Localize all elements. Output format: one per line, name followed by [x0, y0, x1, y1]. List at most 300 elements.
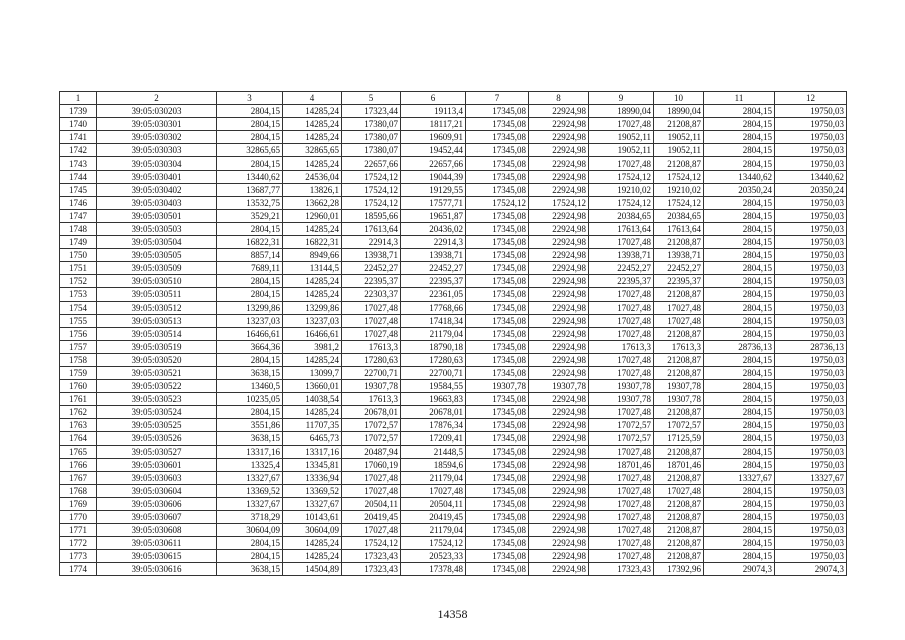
value-cell: 18701,46	[654, 458, 704, 471]
value-cell: 18594,6	[401, 458, 466, 471]
value-cell: 21208,87	[654, 445, 704, 458]
value-cell: 19307,78	[589, 380, 654, 393]
cadastral-number-cell: 39:05:030603	[97, 471, 217, 484]
value-cell: 21208,87	[654, 497, 704, 510]
value-cell: 19750,03	[775, 550, 847, 563]
row-number-cell: 1747	[60, 209, 97, 222]
value-cell: 17323,43	[342, 550, 401, 563]
value-cell: 17027,48	[589, 353, 654, 366]
data-table	[59, 91, 847, 576]
value-cell: 21208,87	[654, 537, 704, 550]
cadastral-number-cell: 39:05:030524	[97, 406, 217, 419]
value-cell: 22924,98	[529, 550, 589, 563]
table-row	[60, 353, 847, 366]
value-cell: 13327,67	[217, 471, 283, 484]
value-cell: 13327,67	[704, 471, 775, 484]
value-cell: 13327,67	[283, 497, 342, 510]
cadastral-number-cell: 39:05:030604	[97, 484, 217, 497]
value-cell: 11707,35	[283, 419, 342, 432]
value-cell: 19750,03	[775, 118, 847, 131]
value-cell: 17027,48	[342, 471, 401, 484]
value-cell: 2804,15	[704, 249, 775, 262]
value-cell: 22914,3	[342, 236, 401, 249]
row-number-cell: 1756	[60, 327, 97, 340]
value-cell: 21179,04	[401, 471, 466, 484]
column-header: 2	[97, 92, 217, 105]
value-cell: 13826,1	[283, 183, 342, 196]
value-cell: 19307,78	[654, 380, 704, 393]
value-cell: 22452,27	[401, 262, 466, 275]
value-cell: 2804,15	[704, 327, 775, 340]
value-cell: 17345,08	[466, 105, 529, 118]
cadastral-number-cell: 39:05:030527	[97, 445, 217, 458]
value-cell: 17345,08	[466, 288, 529, 301]
value-cell: 30604,09	[217, 524, 283, 537]
column-header: 11	[704, 92, 775, 105]
value-cell: 19750,03	[775, 484, 847, 497]
value-cell: 17323,43	[342, 563, 401, 576]
value-cell: 2804,15	[704, 353, 775, 366]
row-number-cell: 1771	[60, 524, 97, 537]
value-cell: 17345,08	[466, 157, 529, 170]
value-cell: 19750,03	[775, 209, 847, 222]
value-cell: 19750,03	[775, 196, 847, 209]
cadastral-number-cell: 39:05:030519	[97, 340, 217, 353]
cadastral-number-cell: 39:05:030616	[97, 563, 217, 576]
cadastral-number-cell: 39:05:030523	[97, 393, 217, 406]
value-cell: 19750,03	[775, 524, 847, 537]
value-cell: 17524,12	[529, 196, 589, 209]
value-cell: 3551,86	[217, 419, 283, 432]
value-cell: 22924,98	[529, 497, 589, 510]
value-cell: 22700,71	[342, 366, 401, 379]
value-cell: 17345,08	[466, 340, 529, 353]
value-cell: 13369,52	[217, 484, 283, 497]
value-cell: 21208,87	[654, 524, 704, 537]
value-cell: 22924,98	[529, 327, 589, 340]
value-cell: 21179,04	[401, 327, 466, 340]
value-cell: 17027,48	[654, 314, 704, 327]
value-cell: 17027,48	[589, 327, 654, 340]
value-cell: 13938,71	[342, 249, 401, 262]
value-cell: 2804,15	[704, 432, 775, 445]
row-number-cell: 1770	[60, 511, 97, 524]
value-cell: 17345,08	[466, 537, 529, 550]
value-cell: 17524,12	[342, 170, 401, 183]
value-cell: 22700,71	[401, 366, 466, 379]
table-row	[60, 170, 847, 183]
value-cell: 22924,98	[529, 445, 589, 458]
value-cell: 19750,03	[775, 301, 847, 314]
value-cell: 17072,57	[654, 419, 704, 432]
value-cell: 17524,12	[589, 170, 654, 183]
value-cell: 7689,11	[217, 262, 283, 275]
value-cell: 2804,15	[217, 105, 283, 118]
value-cell: 17345,08	[466, 458, 529, 471]
value-cell: 17380,07	[342, 131, 401, 144]
table-row	[60, 262, 847, 275]
value-cell: 29074,3	[775, 563, 847, 576]
value-cell: 28736,13	[704, 340, 775, 353]
value-cell: 8857,14	[217, 249, 283, 262]
value-cell: 22924,98	[529, 353, 589, 366]
value-cell: 2804,15	[704, 458, 775, 471]
cadastral-number-cell: 39:05:030606	[97, 497, 217, 510]
column-header: 9	[589, 92, 654, 105]
value-cell: 19750,03	[775, 288, 847, 301]
value-cell: 21208,87	[654, 366, 704, 379]
value-cell: 13938,71	[654, 249, 704, 262]
cadastral-number-cell: 39:05:030608	[97, 524, 217, 537]
value-cell: 2804,15	[217, 550, 283, 563]
value-cell: 14285,24	[283, 105, 342, 118]
value-cell: 22395,37	[654, 275, 704, 288]
value-cell: 17380,07	[342, 144, 401, 157]
value-cell: 13662,28	[283, 196, 342, 209]
row-number-cell: 1773	[60, 550, 97, 563]
value-cell: 13336,94	[283, 471, 342, 484]
value-cell: 17613,64	[589, 222, 654, 235]
value-cell: 29074,3	[704, 563, 775, 576]
value-cell: 17027,48	[342, 484, 401, 497]
value-cell: 19750,03	[775, 105, 847, 118]
row-number-cell: 1765	[60, 445, 97, 458]
value-cell: 2804,15	[704, 105, 775, 118]
value-cell: 17027,48	[342, 301, 401, 314]
column-header: 10	[654, 92, 704, 105]
table-row	[60, 275, 847, 288]
value-cell: 19750,03	[775, 432, 847, 445]
value-cell: 17345,08	[466, 144, 529, 157]
value-cell: 22924,98	[529, 170, 589, 183]
value-cell: 19663,83	[401, 393, 466, 406]
value-cell: 17027,48	[589, 406, 654, 419]
value-cell: 16466,61	[283, 327, 342, 340]
value-cell: 14285,24	[283, 353, 342, 366]
value-cell: 22914,3	[401, 236, 466, 249]
value-cell: 14285,24	[283, 275, 342, 288]
value-cell: 17027,48	[589, 471, 654, 484]
value-cell: 17027,48	[342, 314, 401, 327]
page-number: 14358	[437, 607, 468, 621]
row-number-cell: 1764	[60, 432, 97, 445]
value-cell: 19750,03	[775, 275, 847, 288]
value-cell: 22924,98	[529, 131, 589, 144]
value-cell: 17345,08	[466, 511, 529, 524]
value-cell: 17060,19	[342, 458, 401, 471]
value-cell: 10143,61	[283, 511, 342, 524]
value-cell: 17418,34	[401, 314, 466, 327]
row-number-cell: 1740	[60, 118, 97, 131]
value-cell: 21208,87	[654, 236, 704, 249]
row-number-cell: 1757	[60, 340, 97, 353]
value-cell: 19113,4	[401, 105, 466, 118]
value-cell: 2804,15	[217, 131, 283, 144]
value-cell: 22924,98	[529, 288, 589, 301]
value-cell: 17345,08	[466, 366, 529, 379]
value-cell: 19750,03	[775, 327, 847, 340]
value-cell: 22924,98	[529, 471, 589, 484]
value-cell: 21208,87	[654, 327, 704, 340]
value-cell: 19750,03	[775, 157, 847, 170]
value-cell: 13660,01	[283, 380, 342, 393]
value-cell: 17072,57	[342, 432, 401, 445]
value-cell: 17345,08	[466, 406, 529, 419]
table-row	[60, 144, 847, 157]
value-cell: 17027,48	[589, 445, 654, 458]
value-cell: 2804,15	[704, 236, 775, 249]
value-cell: 21208,87	[654, 550, 704, 563]
value-cell: 20419,45	[342, 511, 401, 524]
cadastral-number-cell: 39:05:030514	[97, 327, 217, 340]
value-cell: 2804,15	[704, 524, 775, 537]
cadastral-number-cell: 39:05:030501	[97, 209, 217, 222]
row-number-cell: 1768	[60, 484, 97, 497]
value-cell: 17345,08	[466, 524, 529, 537]
value-cell: 2804,15	[704, 314, 775, 327]
value-cell: 19750,03	[775, 537, 847, 550]
cadastral-number-cell: 39:05:030304	[97, 157, 217, 170]
value-cell: 17280,63	[342, 353, 401, 366]
table-row	[60, 458, 847, 471]
value-cell: 20678,01	[401, 406, 466, 419]
value-cell: 8949,66	[283, 249, 342, 262]
value-cell: 2804,15	[704, 144, 775, 157]
value-cell: 20504,11	[401, 497, 466, 510]
value-cell: 17524,12	[654, 196, 704, 209]
cadastral-number-cell: 39:05:030525	[97, 419, 217, 432]
cadastral-number-cell: 39:05:030510	[97, 275, 217, 288]
value-cell: 22657,66	[401, 157, 466, 170]
value-cell: 18990,04	[589, 105, 654, 118]
value-cell: 22924,98	[529, 419, 589, 432]
value-cell: 17345,08	[466, 118, 529, 131]
row-number-cell: 1761	[60, 393, 97, 406]
value-cell: 17524,12	[589, 196, 654, 209]
value-cell: 13237,03	[283, 314, 342, 327]
value-cell: 18701,46	[589, 458, 654, 471]
cadastral-number-cell: 39:05:030611	[97, 537, 217, 550]
value-cell: 17345,08	[466, 222, 529, 235]
value-cell: 19307,78	[529, 380, 589, 393]
value-cell: 19750,03	[775, 445, 847, 458]
value-cell: 19750,03	[775, 249, 847, 262]
value-cell: 17280,63	[401, 353, 466, 366]
value-cell: 12960,01	[283, 209, 342, 222]
value-cell: 2804,15	[217, 118, 283, 131]
value-cell: 2804,15	[217, 222, 283, 235]
value-cell: 17345,08	[466, 445, 529, 458]
value-cell: 22924,98	[529, 484, 589, 497]
table-row	[60, 288, 847, 301]
value-cell: 16466,61	[217, 327, 283, 340]
value-cell: 2804,15	[217, 406, 283, 419]
row-number-cell: 1767	[60, 471, 97, 484]
value-cell: 22924,98	[529, 249, 589, 262]
value-cell: 17027,48	[654, 301, 704, 314]
row-number-cell: 1772	[60, 537, 97, 550]
value-cell: 13369,52	[283, 484, 342, 497]
value-cell: 21208,87	[654, 288, 704, 301]
table-row	[60, 511, 847, 524]
value-cell: 22924,98	[529, 222, 589, 235]
value-cell: 3718,29	[217, 511, 283, 524]
value-cell: 17524,12	[342, 537, 401, 550]
value-cell: 17524,12	[466, 196, 529, 209]
value-cell: 22395,37	[589, 275, 654, 288]
table-body	[60, 105, 847, 576]
value-cell: 13325,4	[217, 458, 283, 471]
value-cell: 22924,98	[529, 366, 589, 379]
value-cell: 17345,08	[466, 563, 529, 576]
table-row	[60, 118, 847, 131]
value-cell: 21208,87	[654, 353, 704, 366]
cadastral-number-cell: 39:05:030403	[97, 196, 217, 209]
value-cell: 13299,86	[217, 301, 283, 314]
cadastral-number-cell: 39:05:030401	[97, 170, 217, 183]
value-cell: 17876,34	[401, 419, 466, 432]
value-cell: 20384,65	[654, 209, 704, 222]
value-cell: 13299,86	[283, 301, 342, 314]
value-cell: 18790,18	[401, 340, 466, 353]
value-cell: 22657,66	[342, 157, 401, 170]
value-cell: 2804,15	[704, 366, 775, 379]
value-cell: 17345,08	[466, 249, 529, 262]
value-cell: 14285,24	[283, 157, 342, 170]
value-cell: 2804,15	[704, 275, 775, 288]
value-cell: 19052,11	[654, 131, 704, 144]
value-cell: 17345,08	[466, 209, 529, 222]
value-cell: 3638,15	[217, 432, 283, 445]
row-number-cell: 1744	[60, 170, 97, 183]
table-row	[60, 340, 847, 353]
value-cell: 17345,08	[466, 275, 529, 288]
value-cell: 20678,01	[342, 406, 401, 419]
value-cell: 17027,48	[342, 327, 401, 340]
table-row	[60, 497, 847, 510]
row-number-cell: 1751	[60, 262, 97, 275]
value-cell: 13440,62	[775, 170, 847, 183]
value-cell: 14285,24	[283, 550, 342, 563]
value-cell: 17524,12	[342, 196, 401, 209]
value-cell: 17577,71	[401, 196, 466, 209]
cadastral-number-cell: 39:05:030526	[97, 432, 217, 445]
cadastral-number-cell: 39:05:030203	[97, 105, 217, 118]
value-cell: 17380,07	[342, 118, 401, 131]
value-cell: 19584,55	[401, 380, 466, 393]
value-cell: 2804,15	[704, 380, 775, 393]
value-cell: 22924,98	[529, 209, 589, 222]
value-cell: 21208,87	[654, 471, 704, 484]
value-cell: 2804,15	[704, 550, 775, 563]
value-cell: 20350,24	[775, 183, 847, 196]
cadastral-number-cell: 39:05:030513	[97, 314, 217, 327]
row-number-cell: 1762	[60, 406, 97, 419]
value-cell: 17027,48	[401, 484, 466, 497]
row-number-cell: 1749	[60, 236, 97, 249]
value-cell: 17345,08	[466, 419, 529, 432]
value-cell: 22924,98	[529, 537, 589, 550]
value-cell: 2804,15	[704, 406, 775, 419]
value-cell: 19210,02	[654, 183, 704, 196]
value-cell: 2804,15	[704, 209, 775, 222]
value-cell: 17613,3	[342, 393, 401, 406]
value-cell: 17027,48	[589, 550, 654, 563]
value-cell: 13687,77	[217, 183, 283, 196]
table-row	[60, 249, 847, 262]
column-header: 12	[775, 92, 847, 105]
column-header: 4	[283, 92, 342, 105]
row-number-cell: 1759	[60, 366, 97, 379]
value-cell: 22395,37	[401, 275, 466, 288]
table-row	[60, 484, 847, 497]
value-cell: 17209,41	[401, 432, 466, 445]
cadastral-number-cell: 39:05:030511	[97, 288, 217, 301]
value-cell: 17345,08	[466, 236, 529, 249]
table-row	[60, 327, 847, 340]
value-cell: 22452,27	[342, 262, 401, 275]
value-cell: 19750,03	[775, 419, 847, 432]
value-cell: 19750,03	[775, 393, 847, 406]
value-cell: 14285,24	[283, 406, 342, 419]
table-row	[60, 131, 847, 144]
value-cell: 22924,98	[529, 157, 589, 170]
value-cell: 19750,03	[775, 236, 847, 249]
value-cell: 17345,08	[466, 484, 529, 497]
value-cell: 2804,15	[704, 288, 775, 301]
cadastral-number-cell: 39:05:030601	[97, 458, 217, 471]
value-cell: 20350,24	[704, 183, 775, 196]
row-number-cell: 1742	[60, 144, 97, 157]
value-cell: 21208,87	[654, 406, 704, 419]
value-cell: 14285,24	[283, 222, 342, 235]
row-number-cell: 1774	[60, 563, 97, 576]
cadastral-number-cell: 39:05:030503	[97, 222, 217, 235]
table-row	[60, 406, 847, 419]
value-cell: 22924,98	[529, 511, 589, 524]
value-cell: 22924,98	[529, 393, 589, 406]
value-cell: 18990,04	[654, 105, 704, 118]
value-cell: 2804,15	[217, 288, 283, 301]
value-cell: 2804,15	[704, 445, 775, 458]
value-cell: 13440,62	[704, 170, 775, 183]
value-cell: 13532,75	[217, 196, 283, 209]
value-cell: 17027,48	[589, 288, 654, 301]
cadastral-number-cell: 39:05:030607	[97, 511, 217, 524]
value-cell: 2804,15	[704, 196, 775, 209]
value-cell: 19651,87	[401, 209, 466, 222]
row-number-cell: 1769	[60, 497, 97, 510]
value-cell: 13144,5	[283, 262, 342, 275]
value-cell: 17072,57	[342, 419, 401, 432]
value-cell: 17323,44	[342, 105, 401, 118]
value-cell: 13440,62	[217, 170, 283, 183]
value-cell: 17345,08	[466, 327, 529, 340]
value-cell: 24536,04	[283, 170, 342, 183]
value-cell: 17027,48	[589, 497, 654, 510]
value-cell: 19052,11	[589, 131, 654, 144]
value-cell: 17323,43	[589, 563, 654, 576]
value-cell: 13317,16	[283, 445, 342, 458]
value-cell: 19750,03	[775, 511, 847, 524]
value-cell: 22452,27	[589, 262, 654, 275]
row-number-cell: 1748	[60, 222, 97, 235]
value-cell: 17613,64	[654, 222, 704, 235]
table-row	[60, 183, 847, 196]
value-cell: 17378,48	[401, 563, 466, 576]
cadastral-number-cell: 39:05:030504	[97, 236, 217, 249]
row-number-cell: 1753	[60, 288, 97, 301]
